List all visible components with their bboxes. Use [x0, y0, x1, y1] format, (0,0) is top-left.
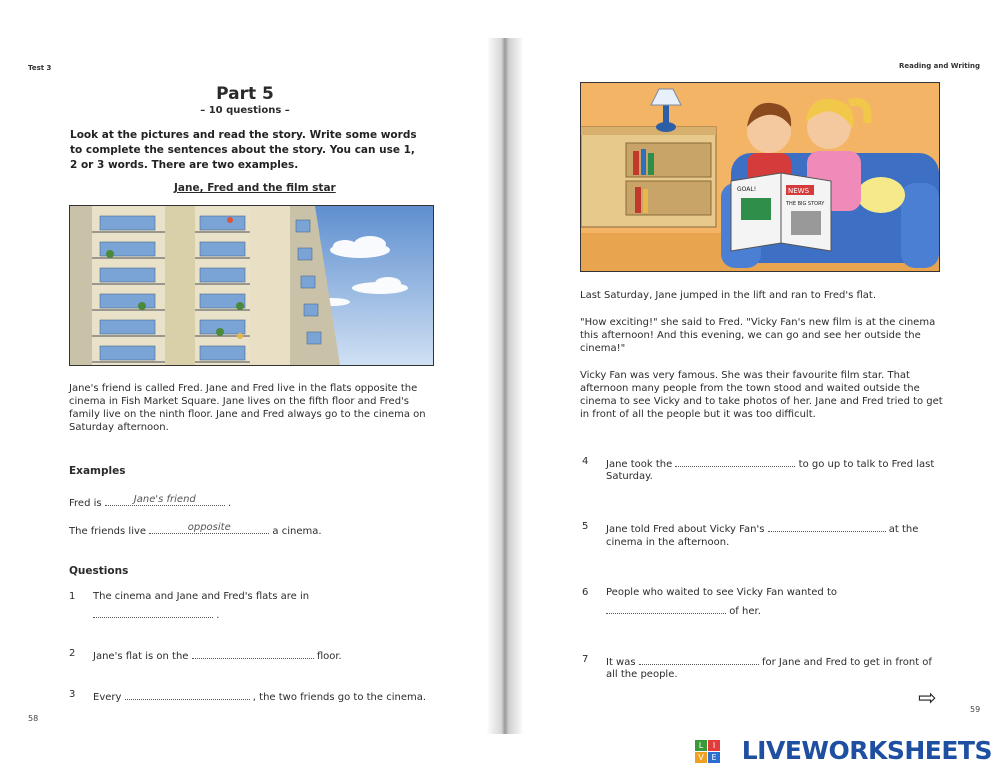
story-title: Jane, Fred and the film star: [174, 182, 336, 194]
newspaper-news-label: NEWS: [788, 187, 810, 195]
page-title: Part 5: [216, 84, 274, 104]
question-4-line2: Saturday.: [606, 471, 653, 482]
question-4: [606, 456, 934, 470]
question-5-before: Jane told Fred about Vicky Fan's: [606, 524, 765, 535]
question-6-answer-blank[interactable]: [606, 603, 726, 614]
questions-heading: Questions: [69, 565, 129, 577]
flats-picture: [69, 205, 434, 366]
example-1-after: .: [227, 498, 232, 509]
question-2-answer-blank[interactable]: [192, 648, 314, 659]
examples-heading: Examples: [69, 465, 126, 477]
question-3: [93, 689, 426, 703]
question-number: 6: [582, 587, 589, 598]
logo-letter: I: [708, 740, 720, 751]
page-number: 58: [28, 714, 39, 723]
question-1-after: .: [216, 610, 220, 621]
question-number: 4: [582, 456, 589, 467]
question-1-line2: [93, 607, 219, 621]
question-number: 7: [582, 654, 589, 665]
question-5-answer-blank[interactable]: [768, 521, 886, 532]
question-3-answer-blank[interactable]: [125, 689, 250, 700]
example-2-before: The friends live: [69, 526, 147, 537]
story-paragraph-3: Vicky Fan was very famous. She was their favourite film star. That afternoon many people from the town stood and waited outside the cinema to see Vicky and to take photos of her. Jane and Fred tried to get in front of all the people but it was too difficult.: [580, 370, 943, 420]
question-number: 3: [69, 689, 76, 700]
next-page-arrow-icon[interactable]: ⇨: [918, 686, 937, 711]
question-2-before: Jane's flat is on the: [93, 651, 189, 662]
example-2-after: a cinema.: [272, 526, 322, 537]
question-5-line2: cinema in the afternoon.: [606, 537, 730, 548]
question-4-after: to go up to talk to Fred last: [798, 459, 935, 470]
newspaper-goal-label: GOAL!: [737, 186, 757, 193]
page-header: Test 3: [28, 64, 52, 72]
left-page: [10, 40, 488, 730]
question-1-text: The cinema and Jane and Fred's flats are in: [93, 591, 310, 602]
example-1-answer: Jane's friend: [133, 494, 196, 505]
logo-letter: V: [695, 752, 707, 763]
page-number: 59: [970, 705, 981, 714]
right-page: [522, 40, 998, 730]
question-number: 5: [582, 521, 589, 532]
newspaper-headline: THE BIG STORY: [786, 201, 825, 207]
page-subtitle: – 10 questions –: [200, 105, 290, 116]
liveworksheets-brand[interactable]: LIVEWORKSHEETS: [741, 736, 992, 765]
question-number: 1: [69, 591, 76, 602]
question-3-before: Every: [93, 692, 122, 703]
example-1-before: Fred is: [69, 498, 102, 509]
question-7-after: for Jane and Fred to get in front of: [761, 657, 932, 668]
page-header: Reading and Writing: [898, 62, 980, 70]
question-2-after: floor.: [316, 651, 342, 662]
example-1-blank: [105, 495, 225, 506]
question-2: [93, 648, 342, 662]
question-6-line2: [606, 603, 761, 617]
question-1-answer-blank[interactable]: [93, 607, 213, 618]
question-5-after: at the: [888, 524, 919, 535]
example-2-answer: opposite: [187, 522, 231, 533]
example-2-blank: [149, 523, 269, 534]
question-4-answer-blank[interactable]: [675, 456, 795, 467]
question-7-answer-blank[interactable]: [639, 654, 759, 665]
question-5: [606, 521, 918, 535]
book-spine: [486, 38, 524, 734]
logo-letter: E: [708, 752, 720, 763]
question-7: [606, 654, 932, 668]
question-7-line2: all the people.: [606, 669, 678, 680]
logo-letter: L: [695, 740, 707, 751]
story-paragraph-1: Last Saturday, Jane jumped in the lift and ran to Fred's flat.: [580, 290, 876, 301]
question-6-after: of her.: [729, 606, 761, 617]
instructions: Look at the pictures and read the story. Write some words to complete the sentences about the story. You can use 1, 2 or 3 words. There are two examples.: [70, 129, 417, 171]
children-reading-illustration: [581, 83, 939, 271]
question-6-line1: People who waited to see Vicky Fan wanted to: [606, 587, 838, 598]
story-paragraph: Jane's friend is called Fred. Jane and Fred live in the flats opposite the cinema in Fish Market Square. Jane lives on the fifth floor and Fred's family live on the ninth floor. Jane and Fred always go to the cinema on Saturday afternoon.: [69, 383, 426, 433]
question-4-before: Jane took the: [606, 459, 673, 470]
question-number: 2: [69, 648, 76, 659]
question-3-after: , the two friends go to the cinema.: [252, 692, 427, 703]
story-paragraph-2: "How exciting!" she said to Fred. "Vicky Fan's new film is at the cinema this afternoon! And this evening, we can go and see her outside the cinema!": [580, 317, 936, 354]
example-2: [69, 523, 322, 537]
sofa-picture: [580, 82, 940, 272]
liveworksheets-logo-icon: [695, 740, 721, 764]
question-7-before: It was: [606, 657, 636, 668]
example-1: [69, 495, 231, 509]
flats-illustration: [70, 206, 433, 365]
